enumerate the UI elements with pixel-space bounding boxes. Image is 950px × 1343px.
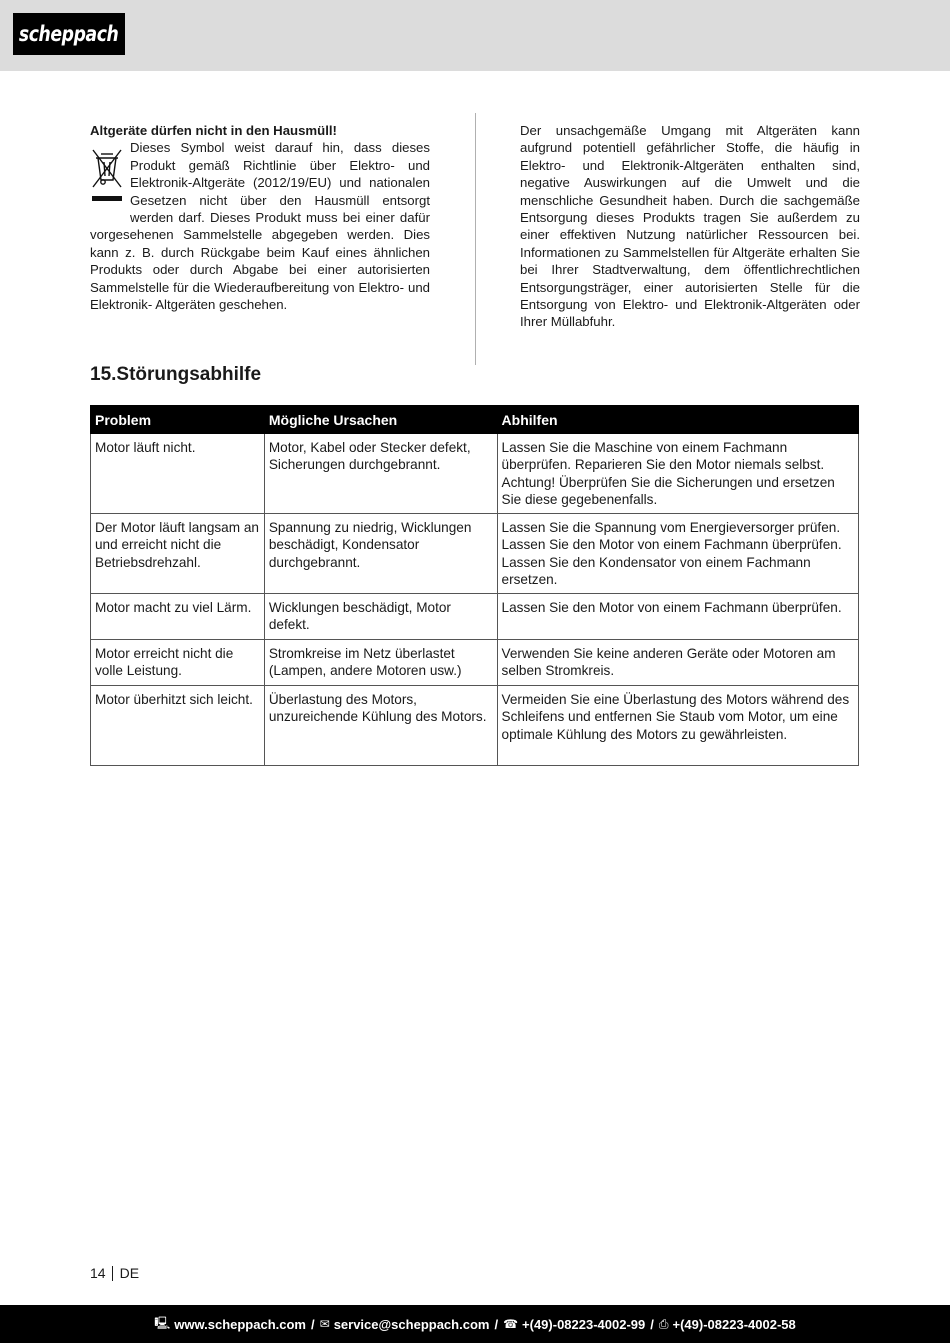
remedy-cell: Lassen Sie die Maschine von einem Fachmann überprüfen. Reparieren Sie den Motor niemals selbst. Achtung! Überprüfen Sie die Sicherungen und ersetzen Sie diese gegebenenfalls. <box>497 434 858 514</box>
page-number <box>90 1265 139 1281</box>
page-number-separator <box>112 1266 113 1281</box>
cause-cell: Spannung zu niedrig, Wicklungen beschädigt, Kondensator durchgebrannt. <box>264 514 497 594</box>
problem-cell: Motor erreicht nicht die volle Leistung. <box>91 640 265 686</box>
footer-phone: +(49)-08223-4002-99 <box>522 1316 646 1332</box>
computer-icon: 🖳 <box>154 1315 171 1330</box>
cause-cell: Stromkreise im Netz überlastet (Lampen, andere Motoren usw.) <box>264 640 497 686</box>
fax-icon: ⎙ <box>658 1316 669 1331</box>
logo-text: scheppach <box>19 22 119 46</box>
page-header <box>0 0 950 71</box>
cause-cell: Überlastung des Motors, unzureichende Kühlung des Motors. <box>264 686 497 766</box>
footer-separator: / <box>494 1316 499 1332</box>
table-row <box>91 514 859 594</box>
weee-bin-icon <box>90 139 128 219</box>
scheppach-logo <box>13 13 125 55</box>
column-header-problem: Problem <box>91 406 265 434</box>
disposal-notice-text: Dieses Symbol weist darauf hin, dass dieses Produkt gemäß Richtlinie über Elektro- und Elektronik-Altgeräte (2012/19/EU) und nationalen Gesetzen nicht über den Hausmüll entsorgt werden darf. Dieses Produkt muss bei einer dafür vorgesehenen Sammelstelle abgegeben werden. Dies kann z. B. durch Rückgabe beim Kauf eines ähnlichen Produkts oder durch Abgabe bei einer autorisierten Sammelstelle für die Wiederaufbereitung von Elektro- und Elektronik- Altgeräten geschehen. <box>90 140 430 313</box>
disposal-notice-column <box>90 122 430 313</box>
table-row <box>91 434 859 514</box>
table-row <box>91 686 859 766</box>
footer-separator: / <box>650 1316 654 1332</box>
crossed-out-wheelie-bin-icon <box>90 145 124 207</box>
disposal-notice-title: Altgeräte dürfen nicht in den Hausmüll! <box>90 123 337 138</box>
column-header-causes: Mögliche Ursachen <box>264 406 497 434</box>
contact-footer <box>0 1305 950 1343</box>
phone-icon: ☎ <box>503 1317 519 1331</box>
disposal-info-text: Der unsachgemäße Umgang mit Altgeräten kann aufgrund potentiell gefährlicher Stoffe, die häufig in Elektro- und Elektronik-Altgeräten enthalten sind, negative Auswirkungen auf die Umwelt und die menschliche Gesundheit haben. Durch die sachgemäße Entsorgung dieses Produkts tragen Sie außerdem zu einer effektiven Nutzung natürlicher Ressourcen bei. Informationen zu Sammelstellen für Altgeräte erhalten Sie bei Ihrer Stadtverwaltung, dem öffentlichrechtlichen Entsorgungsträger, einer autorisierten Stelle für die Entsorgung von Elektro- und Elektronik-Altgeräten oder Ihrer Müllabfuhr. <box>520 123 860 330</box>
disposal-info-column <box>520 122 860 331</box>
page-language: DE <box>119 1265 140 1281</box>
problem-cell: Motor macht zu viel Lärm. <box>91 594 265 640</box>
footer-website[interactable]: www.scheppach.com <box>174 1316 306 1332</box>
remedy-cell: Verwenden Sie keine anderen Geräte oder Motoren am selben Stromkreis. <box>497 640 858 686</box>
table-row <box>91 640 859 686</box>
problem-cell: Der Motor läuft langsam an und erreicht nicht die Betriebsdrehzahl. <box>91 514 265 594</box>
section-number: 15. <box>90 364 117 385</box>
section-heading <box>90 364 261 386</box>
page-number-value: 14 <box>90 1265 106 1281</box>
remedy-cell: Lassen Sie den Motor von einem Fachmann überprüfen. <box>497 594 858 640</box>
section-title-text: Störungsabhilfe <box>116 364 262 385</box>
column-header-remedies: Abhilfen <box>497 406 858 434</box>
column-divider <box>475 113 476 365</box>
footer-separator: / <box>311 1316 315 1332</box>
footer-email[interactable]: service@scheppach.com <box>333 1316 490 1332</box>
problem-cell: Motor läuft nicht. <box>91 434 265 514</box>
troubleshooting-table <box>90 405 859 766</box>
remedy-cell: Vermeiden Sie eine Überlastung des Motors während des Schleifens und entfernen Sie Staub vom Motor, um eine optimale Kühlung des Motors zu gewährleisten. <box>497 686 858 766</box>
cause-cell: Wicklungen beschädigt, Motor defekt. <box>264 594 497 640</box>
remedy-cell: Lassen Sie die Spannung vom Energieversorger prüfen. Lassen Sie den Motor von einem Fachmann überprüfen. Lassen Sie den Kondensator von einem Fachmann ersetzen. <box>497 514 858 594</box>
cause-cell: Motor, Kabel oder Stecker defekt, Sicherungen durchgebrannt. <box>264 434 497 514</box>
table-header-row <box>91 406 859 434</box>
table-row <box>91 594 859 640</box>
footer-fax: +(49)-08223-4002-58 <box>672 1316 796 1332</box>
problem-cell: Motor überhitzt sich leicht. <box>91 686 265 766</box>
email-icon: ✉ <box>319 1317 330 1331</box>
